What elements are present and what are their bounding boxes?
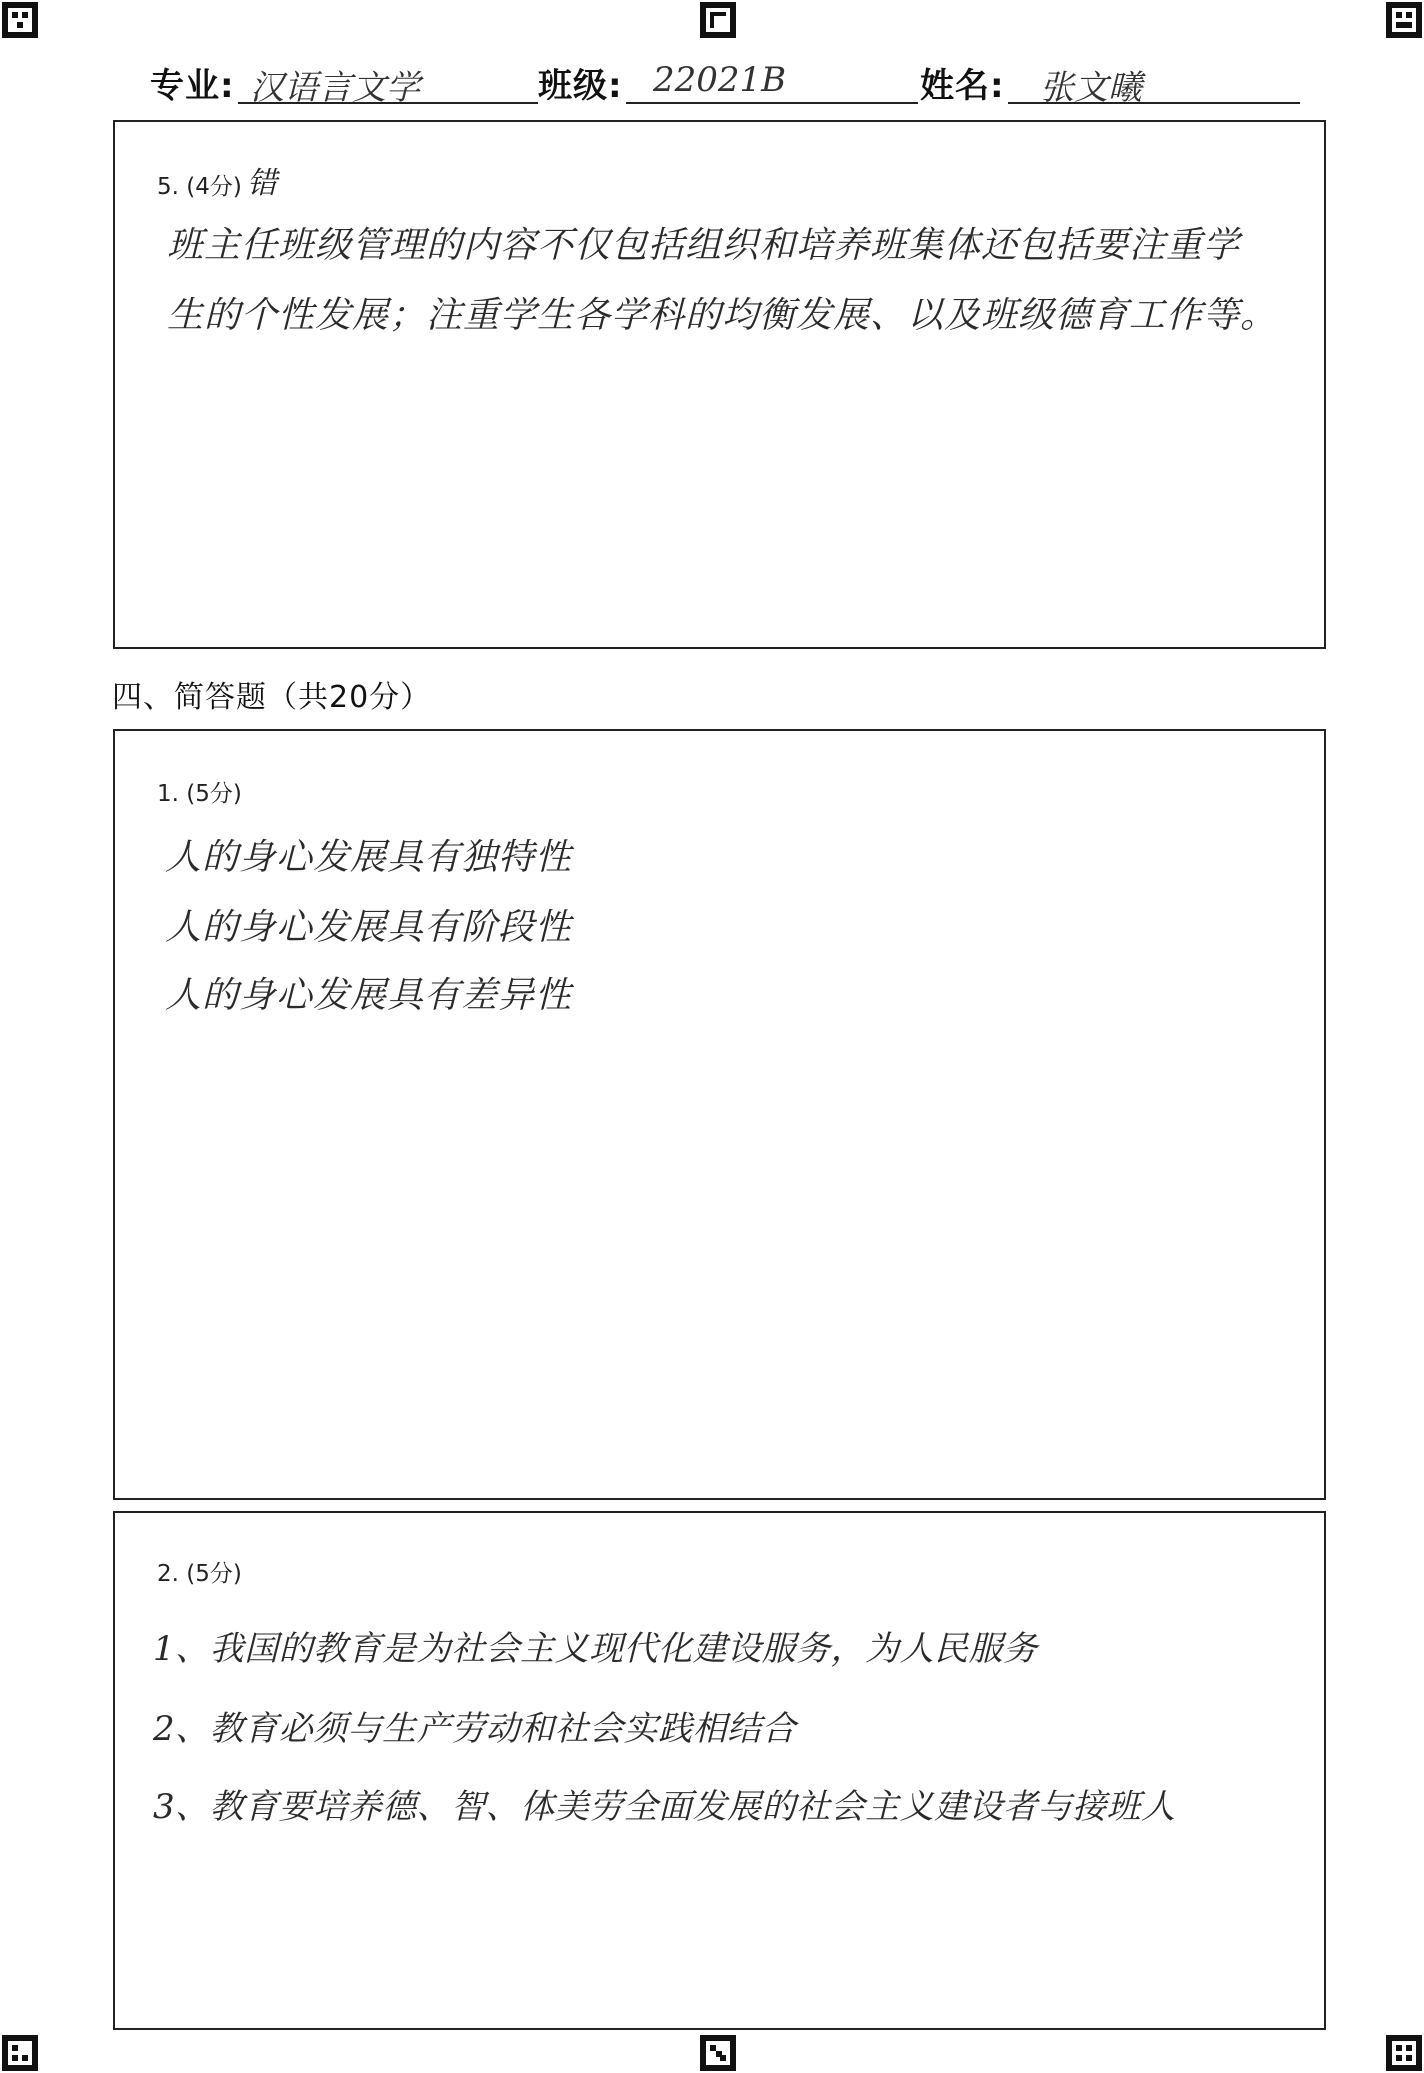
major-label: 专业: (150, 66, 235, 106)
class-label: 班级: (538, 66, 623, 106)
class-field (538, 50, 918, 110)
student-info-header (150, 50, 1310, 110)
question-2-answer-line: 2、教育必须与生产劳动和社会实践相结合 (153, 1709, 797, 1749)
question-1-box (113, 729, 1326, 1500)
corner-marker-bottom-center (700, 2035, 736, 2071)
question-1-answer-line: 人的身心发展具有阶段性 (165, 907, 573, 948)
question-2-answer-line: 1、我国的教育是为社会主义现代化建设服务，为人民服务 (153, 1629, 1038, 1669)
question-5-answer-line: 班主任班级管理的内容不仅包括组织和培养班集体还包括要注重学 (167, 225, 1241, 266)
major-field (150, 50, 540, 110)
corner-marker-top-right (1386, 2, 1422, 38)
corner-marker-top-left (2, 2, 38, 38)
corner-marker-bottom-left (2, 2035, 38, 2071)
name-value: 张文曦 (1040, 68, 1142, 108)
question-1-label: 1. (5分) (157, 781, 242, 807)
question-5-answer-line: 生的个性发展；注重学生各学科的均衡发展、以及班级德育工作等。 (167, 295, 1278, 336)
question-5-box (113, 120, 1326, 649)
question-2-answer-line: 3、教育要培养德、智、体美劳全面发展的社会主义建设者与接班人 (153, 1787, 1176, 1827)
question-1-answer-line: 人的身心发展具有差异性 (165, 975, 573, 1016)
corner-marker-top-center (700, 2, 736, 38)
class-underline (626, 102, 918, 104)
section-4-title: 四、简答题（共20分） (112, 680, 432, 715)
name-field (920, 50, 1310, 110)
question-1-answer-line: 人的身心发展具有独特性 (165, 837, 573, 878)
question-2-label: 2. (5分) (157, 1561, 242, 1587)
corner-marker-bottom-right (1386, 2035, 1422, 2071)
question-5-mark: 错 (247, 166, 277, 201)
question-2-box (113, 1511, 1326, 2030)
question-5-label: 5. (4分) (157, 174, 242, 200)
class-value: 22021B (653, 60, 787, 100)
major-value: 汉语言文学 (250, 68, 420, 108)
name-label: 姓名: (920, 66, 1005, 106)
